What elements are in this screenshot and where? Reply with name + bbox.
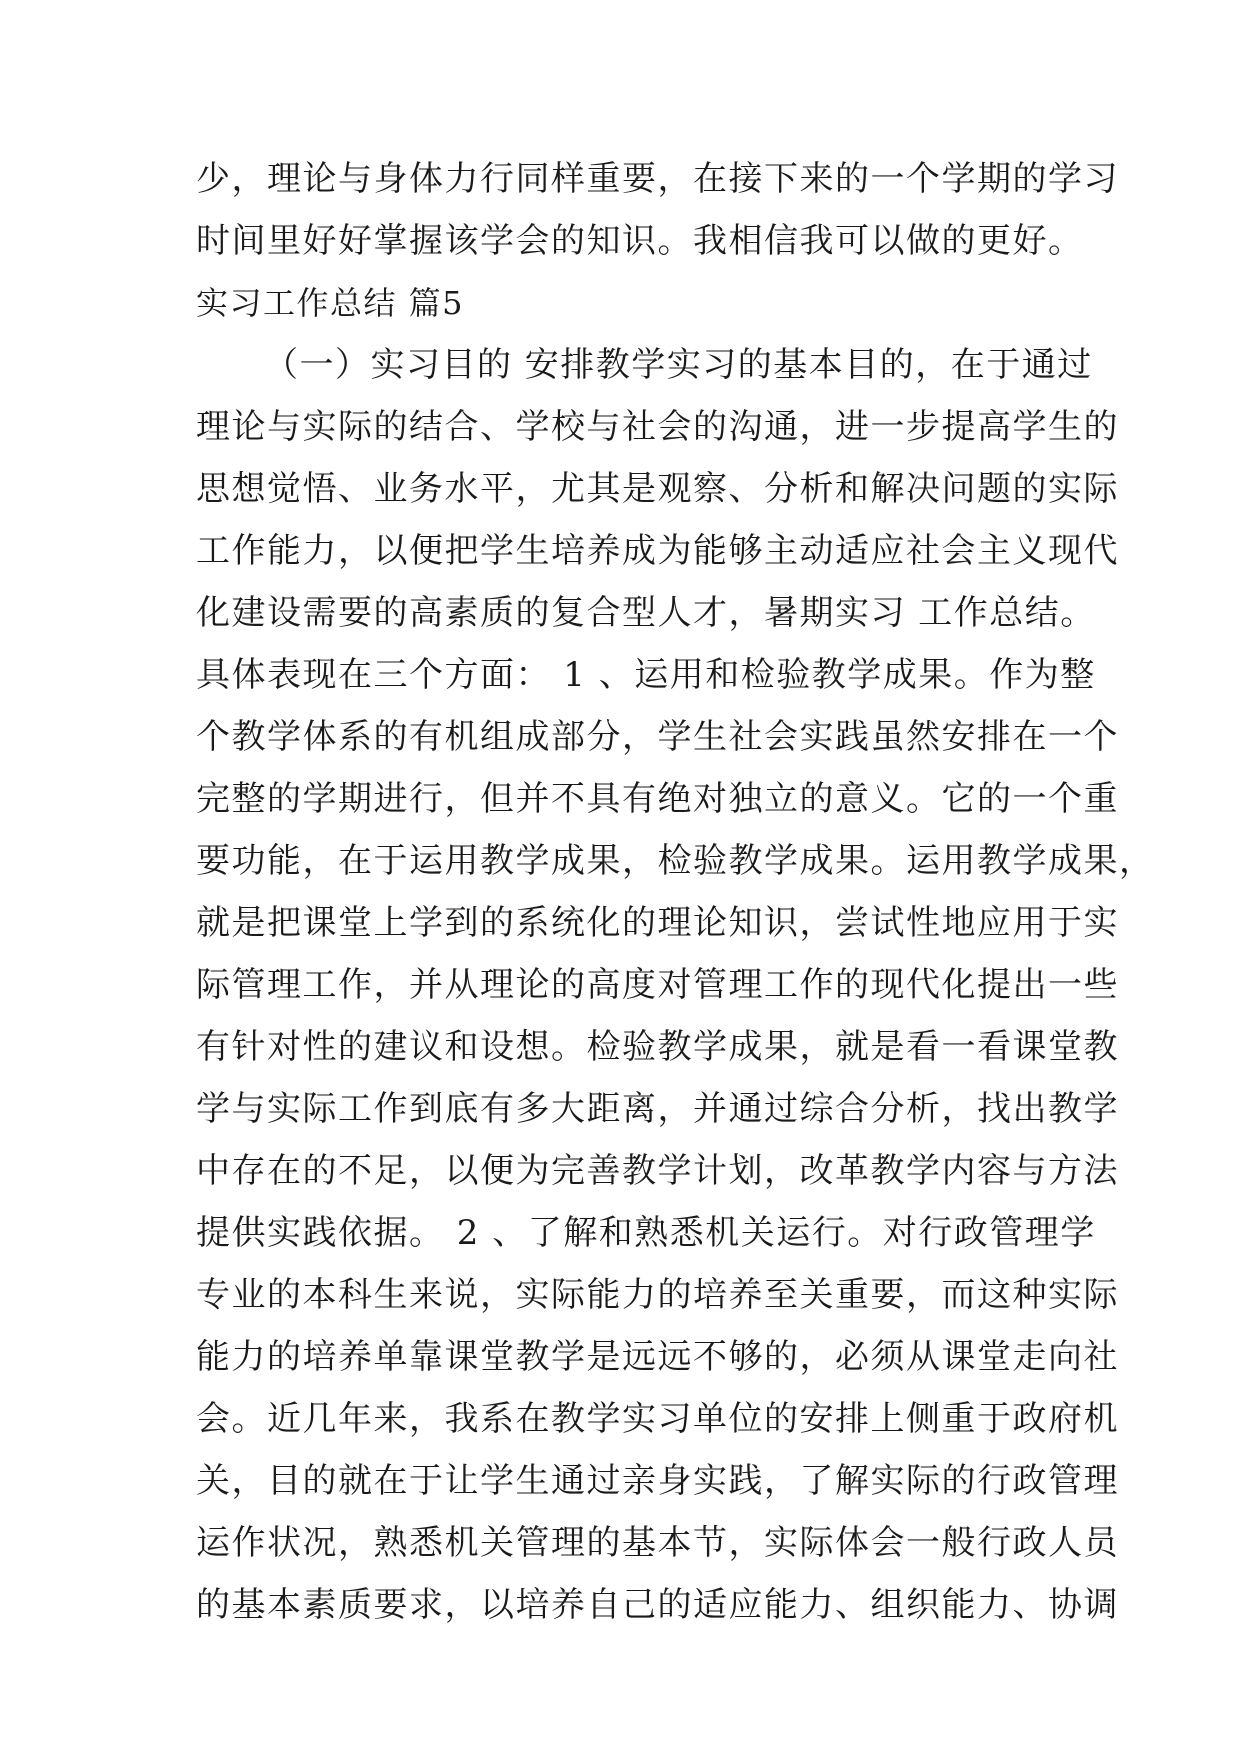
body-line-2: 时间里好好掌握该学会的知识。我相信我可以做的更好。 xyxy=(196,221,1084,261)
body-line-9: 具体表现在三个方面： 1 、运用和检验教学成果。作为整 xyxy=(196,655,1096,695)
body-line-17: 中存在的不足，以便为完善教学计划，改革教学内容与方法 xyxy=(196,1151,1119,1191)
body-line-6: 思想觉悟、业务水平，尤其是观察、分析和解决问题的实际 xyxy=(196,469,1119,509)
body-line-20: 能力的培养单靠课堂教学是远远不够的，必须从课堂走向社 xyxy=(196,1337,1119,1377)
body-line-19: 专业的本科生来说，实际能力的培养至关重要，而这种实际 xyxy=(196,1275,1119,1315)
body-line-18: 提供实践依据。 2 、了解和熟悉机关运行。对行政管理学 xyxy=(196,1213,1096,1253)
body-line-11: 完整的学期进行，但并不具有绝对独立的意义。它的一个重 xyxy=(196,779,1119,819)
body-line-16: 学与实际工作到底有多大距离，并通过综合分析，找出教学 xyxy=(196,1089,1119,1129)
body-line-7: 工作能力，以便把学生培养成为能够主动适应社会主义现代 xyxy=(196,531,1119,571)
body-line-5: 理论与实际的结合、学校与社会的沟通，进一步提高学生的 xyxy=(196,407,1119,447)
section-heading: 实习工作总结 篇5 xyxy=(196,284,465,322)
body-line-14: 际管理工作，并从理论的高度对管理工作的现代化提出一些 xyxy=(196,965,1119,1005)
body-line-8: 化建设需要的高素质的复合型人才，暑期实习 工作总结。 xyxy=(196,593,1096,633)
body-line-10: 个教学体系的有机组成部分，学生社会实践虽然安排在一个 xyxy=(196,717,1119,757)
body-line-1: 少，理论与身体力行同样重要，在接下来的一个学期的学习 xyxy=(196,159,1119,199)
document-body xyxy=(196,148,1155,1636)
body-line-21: 会。近几年来，我系在教学实习单位的安排上侧重于政府机 xyxy=(196,1399,1119,1439)
body-line-15: 有针对性的建议和设想。检验教学成果，就是看一看课堂教 xyxy=(196,1027,1119,1067)
body-line-13: 就是把课堂上学到的系统化的理论知识，尝试性地应用于实 xyxy=(196,903,1119,943)
body-line-23: 运作状况，熟悉机关管理的基本节，实际体会一般行政人员 xyxy=(196,1523,1119,1563)
body-line-12: 要功能，在于运用教学成果，检验教学成果。运用教学成果， xyxy=(196,841,1155,881)
body-line-22: 关，目的就在于让学生通过亲身实践，了解实际的行政管理 xyxy=(196,1461,1119,1501)
body-line-4: （一）实习目的 安排教学实习的基本目的，在于通过 xyxy=(264,345,1093,385)
body-line-24: 的基本素质要求，以培养自己的适应能力、组织能力、协调 xyxy=(196,1585,1119,1625)
